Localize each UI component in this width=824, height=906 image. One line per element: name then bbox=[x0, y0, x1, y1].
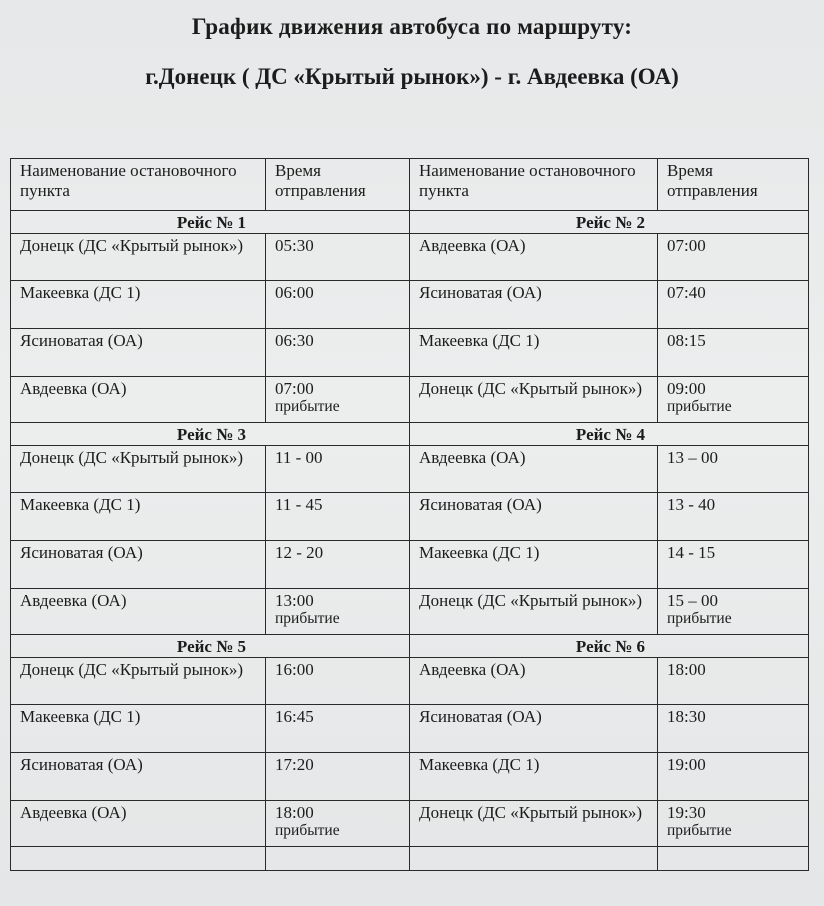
stop-name: Ясиноватая (ОА) bbox=[11, 329, 266, 377]
trip-label: Рейс № 4 bbox=[410, 423, 809, 446]
header-stop-name: Наименование остановочного пункта bbox=[410, 159, 658, 211]
stop-name: Авдеевка (ОА) bbox=[11, 377, 266, 423]
table-row bbox=[11, 281, 809, 329]
table-row bbox=[11, 234, 809, 281]
stop-name: Авдеевка (ОА) bbox=[410, 446, 658, 493]
departure-time: 05:30 bbox=[266, 234, 410, 281]
departure-time: 16:45 bbox=[266, 705, 410, 753]
departure-time: 08:15 bbox=[658, 329, 809, 377]
header-departure-time: Время отправления bbox=[658, 159, 809, 211]
departure-time: 07:40 bbox=[658, 281, 809, 329]
stop-name: Донецк (ДС «Крытый рынок») bbox=[11, 658, 266, 705]
departure-time: 07:00 bbox=[658, 234, 809, 281]
table-row bbox=[11, 329, 809, 377]
header-row bbox=[11, 159, 809, 211]
stop-name: Ясиноватая (ОА) bbox=[11, 541, 266, 589]
table-row bbox=[11, 753, 809, 801]
route-title: г.Донецк ( ДС «Крытый рынок») - г. Авдеевка (ОА) bbox=[145, 64, 679, 89]
table-row bbox=[11, 801, 809, 847]
stop-name: Авдеевка (ОА) bbox=[11, 589, 266, 635]
schedule-table bbox=[10, 158, 809, 871]
departure-time: 19:00 bbox=[658, 753, 809, 801]
departure-time: 13 - 40 bbox=[658, 493, 809, 541]
stop-name: Авдеевка (ОА) bbox=[11, 801, 266, 847]
arrival-cell bbox=[266, 377, 410, 423]
stop-name: Ясиноватая (ОА) bbox=[410, 493, 658, 541]
arrival-cell bbox=[266, 801, 410, 847]
empty-cell bbox=[410, 847, 658, 871]
arrival-time: 09:00 bbox=[667, 379, 706, 398]
stop-name: Ясиноватая (ОА) bbox=[410, 281, 658, 329]
page-title: График движения автобуса по маршруту: bbox=[191, 14, 633, 39]
arrival-note: прибытие bbox=[275, 610, 340, 627]
stop-name: Макеевка (ДС 1) bbox=[410, 753, 658, 801]
trip-label: Рейс № 3 bbox=[11, 423, 410, 446]
arrival-note: прибытие bbox=[667, 610, 732, 627]
stop-name: Макеевка (ДС 1) bbox=[410, 541, 658, 589]
header-departure-time: Время отправления bbox=[266, 159, 410, 211]
trip-header-row bbox=[11, 423, 809, 446]
arrival-time: 18:00 bbox=[275, 803, 314, 822]
stop-name: Донецк (ДС «Крытый рынок») bbox=[410, 801, 658, 847]
arrival-time: 13:00 bbox=[275, 591, 314, 610]
departure-time: 12 - 20 bbox=[266, 541, 410, 589]
stop-name: Макеевка (ДС 1) bbox=[11, 281, 266, 329]
departure-time: 18:30 bbox=[658, 705, 809, 753]
arrival-note: прибытие bbox=[667, 822, 732, 839]
departure-time: 16:00 bbox=[266, 658, 410, 705]
arrival-cell bbox=[266, 589, 410, 635]
departure-time: 18:00 bbox=[658, 658, 809, 705]
arrival-cell bbox=[658, 589, 809, 635]
stop-name: Авдеевка (ОА) bbox=[410, 658, 658, 705]
trip-header-row bbox=[11, 211, 809, 234]
departure-time: 06:30 bbox=[266, 329, 410, 377]
header-stop-name: Наименование остановочного пункта bbox=[11, 159, 266, 211]
table-row bbox=[11, 377, 809, 423]
arrival-note: прибытие bbox=[667, 398, 732, 415]
stop-name: Донецк (ДС «Крытый рынок») bbox=[410, 377, 658, 423]
empty-cell bbox=[658, 847, 809, 871]
table-row bbox=[11, 705, 809, 753]
empty-cell bbox=[266, 847, 410, 871]
stop-name: Ясиноватая (ОА) bbox=[410, 705, 658, 753]
arrival-note: прибытие bbox=[275, 822, 340, 839]
arrival-time: 07:00 bbox=[275, 379, 314, 398]
table-row bbox=[11, 658, 809, 705]
stop-name: Донецк (ДС «Крытый рынок») bbox=[410, 589, 658, 635]
departure-time: 06:00 bbox=[266, 281, 410, 329]
table-row bbox=[11, 589, 809, 635]
arrival-note: прибытие bbox=[275, 398, 340, 415]
stop-name: Донецк (ДС «Крытый рынок») bbox=[11, 234, 266, 281]
empty-cell bbox=[11, 847, 266, 871]
departure-time: 13 – 00 bbox=[658, 446, 809, 493]
arrival-cell bbox=[658, 801, 809, 847]
stop-name: Макеевка (ДС 1) bbox=[11, 705, 266, 753]
trip-label: Рейс № 5 bbox=[11, 635, 410, 658]
departure-time: 11 - 45 bbox=[266, 493, 410, 541]
trip-label: Рейс № 2 bbox=[410, 211, 809, 234]
arrival-time: 19:30 bbox=[667, 803, 706, 822]
stop-name: Донецк (ДС «Крытый рынок») bbox=[11, 446, 266, 493]
stop-name: Ясиноватая (ОА) bbox=[11, 753, 266, 801]
trip-label: Рейс № 1 bbox=[11, 211, 410, 234]
arrival-time: 15 – 00 bbox=[667, 591, 718, 610]
departure-time: 17:20 bbox=[266, 753, 410, 801]
empty-row bbox=[11, 847, 809, 871]
departure-time: 14 - 15 bbox=[658, 541, 809, 589]
trip-header-row bbox=[11, 635, 809, 658]
stop-name: Авдеевка (ОА) bbox=[410, 234, 658, 281]
table-row bbox=[11, 446, 809, 493]
stop-name: Макеевка (ДС 1) bbox=[11, 493, 266, 541]
stop-name: Макеевка (ДС 1) bbox=[410, 329, 658, 377]
trip-label: Рейс № 6 bbox=[410, 635, 809, 658]
table-row bbox=[11, 493, 809, 541]
departure-time: 11 - 00 bbox=[266, 446, 410, 493]
arrival-cell bbox=[658, 377, 809, 423]
table-row bbox=[11, 541, 809, 589]
